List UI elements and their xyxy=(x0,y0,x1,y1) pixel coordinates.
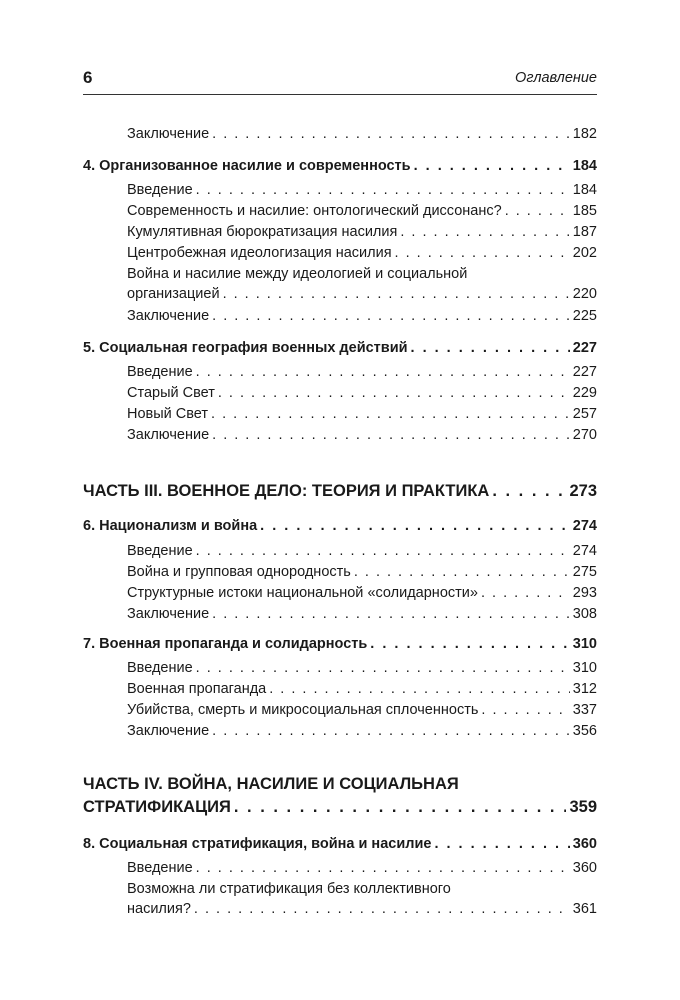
toc-entry-page: 308 xyxy=(572,606,597,622)
toc-entry xyxy=(127,583,597,603)
toc-entry xyxy=(127,425,597,445)
dot-leader xyxy=(196,362,570,382)
toc-entry-page: 182 xyxy=(572,126,597,142)
toc-entry xyxy=(127,306,597,326)
dot-leader xyxy=(411,338,570,358)
toc-entry-title: Введение xyxy=(127,364,193,380)
toc-entry-page: 229 xyxy=(572,385,597,401)
toc-entry xyxy=(127,404,597,424)
toc-entry-title: организацией xyxy=(127,286,220,302)
toc-entry-title: Структурные истоки национальной «солидарности» xyxy=(127,585,478,601)
toc-entry-title: Заключение xyxy=(127,427,210,443)
dot-leader xyxy=(194,899,570,919)
toc-chapter-title: 5. Социальная география военных действий xyxy=(83,340,408,356)
dot-leader xyxy=(196,541,570,561)
toc-entry-title: Заключение xyxy=(127,308,210,324)
toc-chapter xyxy=(83,338,597,358)
dot-leader xyxy=(212,425,570,445)
toc-chapter xyxy=(83,634,597,654)
dot-leader xyxy=(434,834,569,854)
dot-leader xyxy=(196,658,570,678)
toc-chapter xyxy=(83,156,597,176)
toc-part xyxy=(83,773,597,819)
toc-chapter xyxy=(83,516,597,536)
toc-entry xyxy=(127,264,597,306)
dot-leader xyxy=(196,858,570,878)
dot-leader xyxy=(212,604,570,624)
running-title: Оглавление xyxy=(515,70,597,86)
toc-entry-title: Введение xyxy=(127,182,193,198)
toc-chapter xyxy=(83,834,597,854)
toc-entry-title-line1: Война и насилие между идеологией и социальной xyxy=(127,266,468,282)
toc-entry-title: Введение xyxy=(127,543,193,559)
toc-entry xyxy=(127,679,597,699)
toc-entry-title-line1: Возможна ли стратификация без коллективного xyxy=(127,881,451,897)
toc-chapter-page: 184 xyxy=(572,158,597,174)
toc-entry-page: 220 xyxy=(572,286,597,302)
toc-entry xyxy=(127,541,597,561)
toc-part xyxy=(83,480,597,502)
toc-entry-page: 202 xyxy=(572,245,597,261)
toc-entry xyxy=(127,222,597,242)
toc-entry xyxy=(127,180,597,200)
toc-entry-page: 356 xyxy=(572,723,597,739)
toc-entry-title: Старый Свет xyxy=(127,385,215,401)
toc-entry xyxy=(127,383,597,403)
toc-entry xyxy=(127,658,597,678)
toc-entry-page: 187 xyxy=(572,224,597,240)
toc-entry-page: 337 xyxy=(572,702,597,718)
toc-entry-page: 310 xyxy=(572,660,597,676)
toc-entry xyxy=(127,858,597,878)
toc-entry-page: 184 xyxy=(572,182,597,198)
dot-leader xyxy=(370,634,570,654)
toc-entry-page: 274 xyxy=(572,543,597,559)
toc-chapter-title: 6. Национализм и война xyxy=(83,518,258,534)
toc-entry-page: 293 xyxy=(572,585,597,601)
dot-leader xyxy=(354,562,570,582)
dot-leader xyxy=(481,583,570,603)
toc-entry-title: Заключение xyxy=(127,606,210,622)
toc-chapter-title: 8. Социальная стратификация, война и насилие xyxy=(83,836,432,852)
toc-entry-page: 225 xyxy=(572,308,597,324)
toc-part-title: ЧАСТЬ III. ВОЕННОЕ ДЕЛО: ТЕОРИЯ И ПРАКТИКА xyxy=(83,482,490,500)
toc-chapter-page: 227 xyxy=(572,340,597,356)
toc-entry-title: Введение xyxy=(127,660,193,676)
dot-leader xyxy=(234,796,567,819)
toc-entry-page: 360 xyxy=(572,860,597,876)
toc-entry-page: 185 xyxy=(572,203,597,219)
toc-entry-page: 312 xyxy=(572,681,597,697)
toc-chapter-page: 360 xyxy=(572,836,597,852)
toc-chapter-title: 4. Организованное насилие и современность xyxy=(83,158,411,174)
toc-entry-title: Введение xyxy=(127,860,193,876)
dot-leader xyxy=(212,306,570,326)
dot-leader xyxy=(492,480,566,502)
toc-entry xyxy=(127,243,597,263)
page-number: 6 xyxy=(83,68,93,87)
toc-entry-title: Современность и насилие: онтологический диссонанс? xyxy=(127,203,502,219)
dot-leader xyxy=(211,404,570,424)
toc-entry-title: Военная пропаганда xyxy=(127,681,267,697)
toc-entry-title: Заключение xyxy=(127,723,210,739)
dot-leader xyxy=(212,124,570,144)
toc-entry-title: насилия? xyxy=(127,901,191,917)
toc-chapter-title: 7. Военная пропаганда и солидарность xyxy=(83,636,368,652)
toc-part-page: 359 xyxy=(569,798,597,816)
dot-leader xyxy=(212,721,570,741)
dot-leader xyxy=(218,383,570,403)
dot-leader xyxy=(269,679,570,699)
dot-leader xyxy=(395,243,570,263)
dot-leader xyxy=(414,156,570,176)
toc-entry xyxy=(127,700,597,720)
dot-leader xyxy=(400,222,569,242)
toc-chapter-page: 310 xyxy=(572,636,597,652)
toc-entry xyxy=(127,721,597,741)
toc-chapter-page: 274 xyxy=(572,518,597,534)
dot-leader xyxy=(505,201,570,221)
toc-entry-page: 270 xyxy=(572,427,597,443)
toc-entry-page: 275 xyxy=(572,564,597,580)
dot-leader xyxy=(196,180,570,200)
toc-entry-title: Война и групповая однородность xyxy=(127,564,351,580)
toc-entry xyxy=(127,124,597,144)
toc-entry-page: 257 xyxy=(572,406,597,422)
toc-part-title-line1: ЧАСТЬ IV. ВОЙНА, НАСИЛИЕ И СОЦИАЛЬНАЯ xyxy=(83,775,459,793)
header-rule xyxy=(83,94,597,95)
toc-entry xyxy=(127,201,597,221)
toc-entry-title: Заключение xyxy=(127,126,210,142)
dot-leader xyxy=(223,284,570,304)
toc-entry-title: Убийства, смерть и микросоциальная сплоченность xyxy=(127,702,479,718)
toc-entry-title: Центробежная идеологизация насилия xyxy=(127,245,392,261)
toc-entry xyxy=(127,562,597,582)
dot-leader xyxy=(260,516,570,536)
toc-entry-page: 361 xyxy=(572,901,597,917)
toc-entry xyxy=(127,362,597,382)
toc-entry xyxy=(127,604,597,624)
toc-part-page: 273 xyxy=(569,482,597,500)
page-header xyxy=(83,68,597,90)
toc-entry-page: 227 xyxy=(572,364,597,380)
toc-entry-title: Кумулятивная бюрократизация насилия xyxy=(127,224,398,240)
toc-part-title: СТРАТИФИКАЦИЯ xyxy=(83,798,231,816)
dot-leader xyxy=(481,700,569,720)
toc-entry-title: Новый Свет xyxy=(127,406,209,422)
toc-entry xyxy=(127,879,597,921)
